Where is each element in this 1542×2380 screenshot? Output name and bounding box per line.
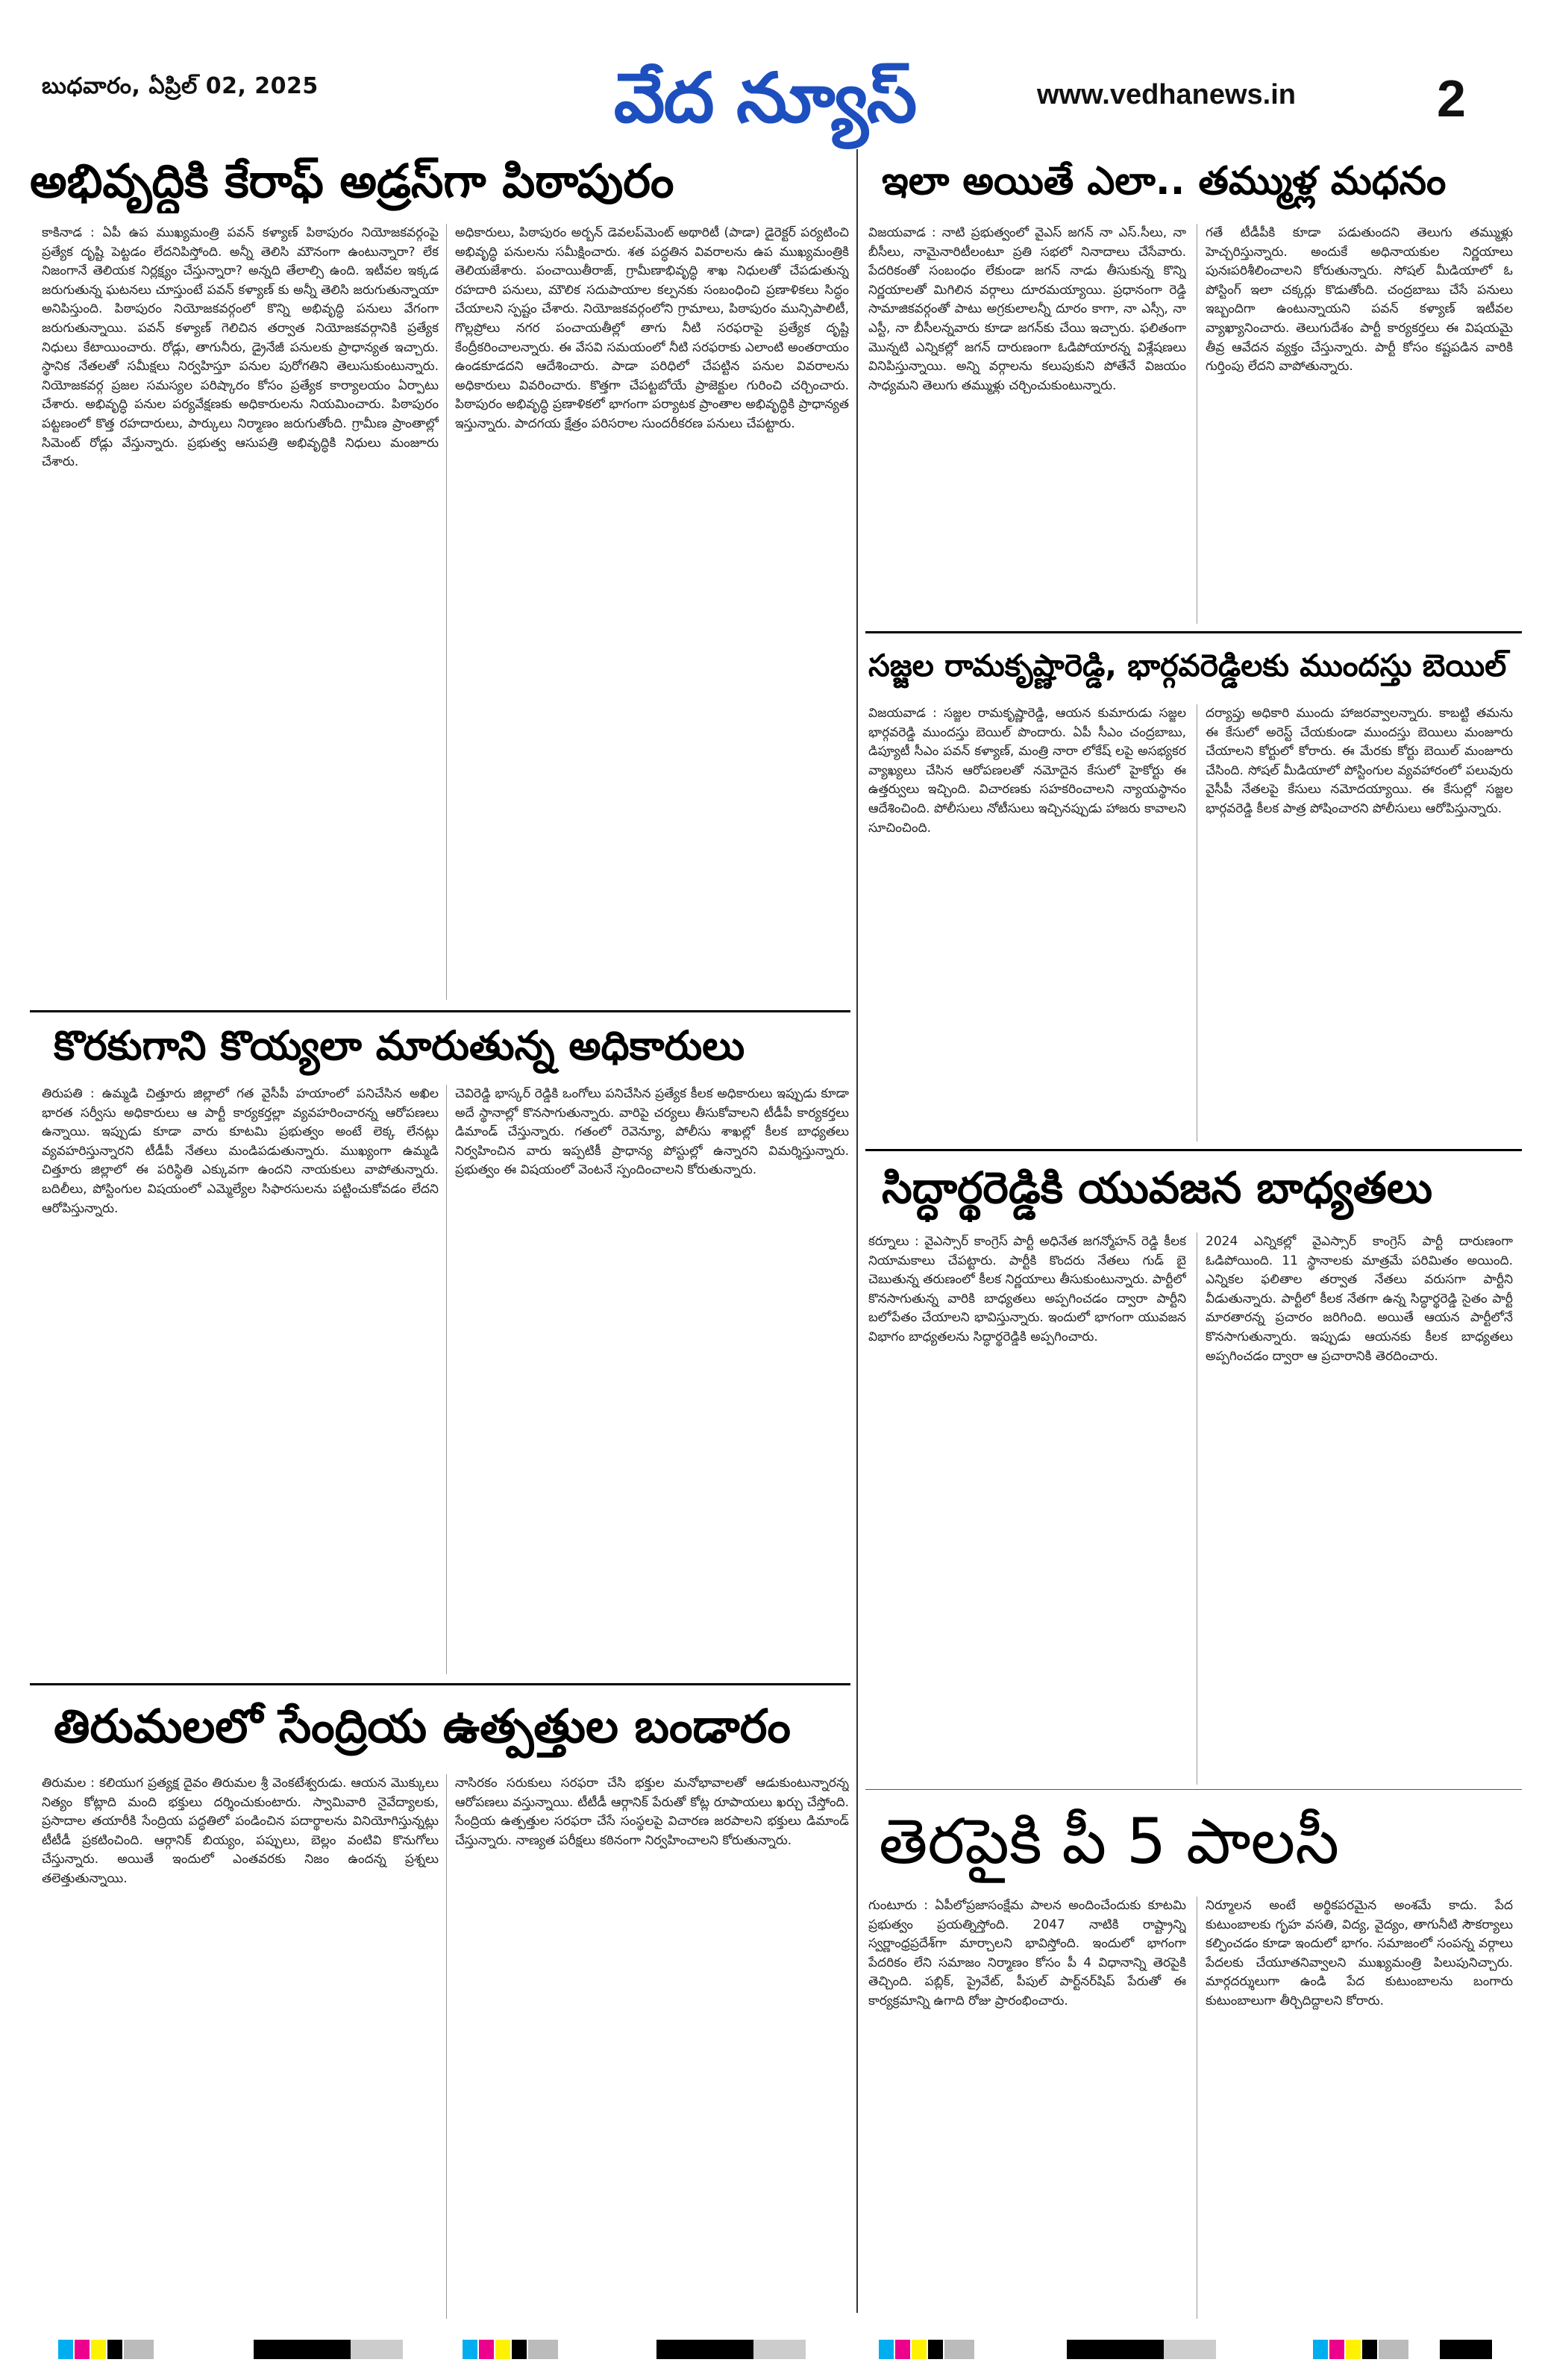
officers-column-divider [446,1085,447,1674]
rule-above-p5 [865,1789,1522,1790]
p5-column-1: గుంటూరు : ఏపీలోప్రజాసంక్షేమ పాలన అందించేందుకు కూటమి ప్రభుత్వం ప్రయత్నిస్తోంది. 2047 నాటికి రాష్ట్రాన్ని స్వర్ణాంధ్రప్రదేశ్‌గా మార్చాలని భావిస్తోంది. ఇందులో భాగంగా పేదరికం లేని సమాజం నిర్మాణం కోసం పీ 4 విధానాన్ని తెరపైకి తెచ్చింది. పబ్లిక్, ప్రైవేట్, పీపుల్ పార్ట్‌నర్‌షిప్ పేరుతో ఈ కార్యక్రమాన్ని ఉగాది రోజు ప్రారంభించారు. [868,1898,1186,2008]
tirumala-column-2: నాసిరకం సరుకులు సరఫరా చేసి భక్తుల మనోభావాలతో ఆడుకుంటున్నారన్న ఆరోపణలు వస్తున్నాయి. టీటీడీ ఆర్గానిక్ పేరుతో కోట్ల రూపాయలు ఖర్చు చేస్తోంది. సేంద్రియ ఉత్పత్తుల సరఫరా చేసే సంస్థలపై విచారణ జరపాలని భక్తులు డిమాండ్ చేస్తున్నారు. నాణ్యత పరీక్షలు కఠినంగా నిర్వహించాలని కోరుతున్నారు. [455,1776,849,1848]
officers-column-2: చెవిరెడ్డి భాస్కర్ రెడ్డికి ఒంగోలు పనిచేసిన ప్రత్యేక కీలక అధికారులు ఇప్పుడు కూడా అదే స్థానాల్లో కొనసాగుతున్నారు. వారిపై చర్యలు తీసుకోవాలని టీడీపీ కార్యకర్తలు డిమాండ్ చేస్తున్నారు. గతంలో రెవెన్యూ, పోలీసు శాఖల్లో కీలక బాధ్యతలు నిర్వహించిన వారు ఇప్పటికీ ప్రాధాన్య పోస్టుల్లో ఉన్నారని విమర్శిస్తున్నారు. ప్రభుత్వం ఈ విషయంలో వెంటనే స్పందించాలని కోరుతున్నారు. [455,1086,849,1178]
tammullu-column-2: గతే టీడీపీకి కూడా పడుతుందని తెలుగు తమ్ముళ్లు హెచ్చరిస్తున్నారు. అందుకే అధినాయకుల నిర్ణయాలు పునఃపరిశీలించాలని కోరుతున్నారు. సోషల్ మీడియాలో ఓ పోస్టింగ్ ఇలా చక్కర్లు కొడుతోంది. చంద్రబాబు చేసే పనులు ఇబ్బందిగా ఉంటున్నాయని పవన్ కళ్యాణ్ ఇటీవల వ్యాఖ్యానించారు. తెలుగుదేశం పార్టీ కార్యకర్తలు ఈ విషయమై తీవ్ర ఆవేదన వ్యక్తం చేస్తున్నారు. పార్టీ కోసం కష్టపడిన వారికి గుర్తింపు లేదని వాపోతున్నారు. [1206,225,1513,375]
headline-tirumala: తిరుమలలో సేంద్రియ ఉత్పత్తుల బండారం [54,1699,791,1753]
masthead-logo [604,57,925,140]
officers-column-1: తిరుపతి : ఉమ్మడి చిత్తూరు జిల్లాలో గత వైసీపీ హయాంలో పనిచేసిన అఖిల భారత సర్వీసు అధికారులు ఆ పార్టీ కార్యకర్తల్లా వ్యవహరించారన్న ఆరోపణలు ఉన్నాయి. ఇప్పుడు కూడా వారు కూటమి ప్రభుత్వం అంటే లెక్క లేనట్లు వ్యవహరిస్తున్నారని టీడీపీ నేతలు మండిపడుతున్నారు. ముఖ్యంగా ఉమ్మడి చిత్తూరు జిల్లాలో ఈ పరిస్థితి ఎక్కువగా ఉందని నాయకులు వాపోతున్నారు. బదిలీలు, పోస్టింగుల విషయంలో ఎమ్మెల్యేల సిఫారసులను పట్టించుకోవడం లేదని ఆరోపిస్తున్నారు. [42,1086,439,1216]
rule-below-pithapuram [30,1010,850,1012]
headline-bail: సజ్జల రామకృష్ణారెడ్డి, భార్గవరెడ్డిలకు ముందస్తు బెయిల్ [868,648,1507,683]
siddharth-column-2: 2024 ఎన్నికల్లో వైఎస్సార్ కాంగ్రెస్ పార్టీ దారుణంగా ఓడిపోయింది. 11 స్థానాలకు మాత్రమే పరిమితం అయింది. ఎన్నికల ఫలితాల తర్వాత నేతలు వరుసగా పార్టీని వీడుతున్నారు. పార్టీలో కీలక నేతగా ఉన్న సిద్ధార్థరెడ్డి సైతం పార్టీ మారతారన్న ప్రచారం జరిగింది. అయితే ఆయన పార్టీలోనే కొనసాగుతున్నారు. ఇప్పుడు ఆయనకు కీలక బాధ్యతలు అప్పగించడం ద్వారా ఆ ప్రచారానికి తెరదించారు. [1206,1234,1513,1364]
tammullu-column-1: విజయవాడ : నాటి ప్రభుత్వంలో వైఎస్ జగన్ నా ఎస్.సీలు, నా బీసీలు, నామైనారిటీలంటూ ప్రతి సభలో నినాదాలు చేసేవారు. పేదరికంతో సంబంధం లేకుండా జగన్ నాడు తీసుకున్న కొన్ని నిర్ణయాలతో మిగిలిన వర్గాలు దూరమయ్యాయి. ప్రధానంగా రెడ్డి సామాజికవర్గంతో పాటు అగ్రకులాలన్నీ దూరం కాగా, నా ఎస్సీ, నా ఎస్టీ, నా బీసీలన్నవారు కూడా జగన్‌కు చేయి ఇచ్చారు. ఫలితంగా మొన్నటి ఎన్నికల్లో జగన్ దారుణంగా ఓడిపోయారన్న విశ్లేషణలు వినిపిస్తున్నాయి. అన్ని వర్గాలను కలుపుకుని పోతేనే విజయం సాధ్యమని తెలుగు తమ్ముళ్లు చర్చించుకుంటున్నారు. [868,225,1186,393]
p5-column-2: నిర్మూలన అంటే అర్థికపరమైన అంశమే కాదు. పేద కుటుంబాలకు గృహ వసతి, విద్య, వైద్యం, తాగునీటి సౌకర్యాలు కల్పించడం కూడా ఇందులో భాగం. సమాజంలో సంపన్న వర్గాలు పేదలకు చేయూతనివ్వాలని ముఖ్యమంత్రి పిలుపునిచ్చారు. మార్గదర్శులుగా ఉండి పేద కుటుంబాలను బంగారు కుటుంబాలుగా తీర్చిదిద్దాలని కోరారు. [1206,1898,1513,2008]
bail-column-2: దర్యాప్తు అధికారి ముందు హాజరవ్వాలన్నారు. కాబట్టి తమను ఈ కేసులో అరెస్ట్ చేయకుండా ముందస్తు బెయిలు మంజూరు చేయాలని కోర్టులో కోరారు. ఈ మేరకు కోర్టు బెయిల్ మంజూరు చేసింది. సోషల్ మీడియాలో పోస్టింగుల వ్యవహారంలో పలువురు వైసీపీ నేతలపై కేసులు నమోదయ్యాయి. ఈ కేసుల్లో సజ్జల భార్గవరెడ్డి కీలక పాత్ర పోషించారని పోలీసులు ఆరోపిస్తున్నారు. [1206,706,1513,816]
headline-officers: కొరకుగాని కొయ్యలా మారుతున్న అధికారులు [54,1022,745,1069]
website-url[interactable]: www.vedhanews.in [1037,79,1297,110]
page-header [0,0,1542,149]
headline-p5: తెరపైకి పీ 5 పాలసీ [879,1805,1340,1878]
siddharth-column-1: కర్నూలు : వైఎస్సార్ కాంగ్రెస్ పార్టీ అధినేత జగన్మోహన్ రెడ్డి కీలక నియామకాలు చేపట్టారు. పార్టీకి కొందరు నేతలు గుడ్ బై చెబుతున్న తరుణంలో కీలక నిర్ణయాలు తీసుకుంటున్నారు. పార్టీలో కొనసాగుతున్న వారికి బాధ్యతలు అప్పగించడం ద్వారా పార్టీని బలోపేతం చేయాలని భావిస్తున్నారు. ఇందులో భాగంగా యువజన విభాగం బాధ్యతలను సిద్ధార్థరెడ్డికి అప్పగించారు. [868,1234,1186,1344]
pithapuram-column-2: అధికారులు, పిఠాపురం అర్బన్ డెవలప్‌మెంట్ అథారిటీ (పాడా) డైరెక్టర్ పర్యటించి అభివృద్ధి పనులను సమీక్షించారు. శత పద్ధతిన వివరాలను ఉప ముఖ్యమంత్రికి తెలియజేశారు. పంచాయితీరాజ్, గ్రామీణాభివృద్ధి శాఖ నిధులతో చేపడుతున్న రహదారి పనులు, మౌలిక సదుపాయాల కల్పనకు సంబంధించి ప్రణాళికలు సిద్ధం చేయాలని స్పష్టం చేశారు. నియోజకవర్గంలోని గ్రామాలు, పిఠాపురం మున్సిపాలిటీ, గొల్లప్రోలు నగర పంచాయతీల్లో తాగు నీటి సరఫరాపై ప్రత్యేక దృష్టి కేంద్రీకరించాలన్నారు. ఈ వేసవి సమయంలో నీటి సరఫరాకు ఎలాంటి అంతరాయం ఉండకూడదని ఆదేశించారు. పాడా పరిధిలో చేపట్టిన పనుల వివరాలను అధికారులు వివరించారు. కొత్తగా చేపట్టబోయే ప్రాజెక్టుల గురించి చర్చించారు. పిఠాపురం అభివృద్ధి ప్రణాళికలో భాగంగా పర్యాటక ప్రాంతాల అభివృద్ధికి ప్రాధాన్యత ఇస్తున్నారు. పాదగయ క్షేత్రం పరిసరాల సుందరీకరణ పనులు చేపట్టారు. [455,225,849,431]
center-column-divider [856,149,858,2313]
rule-below-officers [30,1683,850,1685]
headline-tammullu: ఇలా అయితే ఎలా.. తమ్ముళ్ల మధనం [882,159,1447,204]
tirumala-column-1: తిరుమల : కలియుగ ప్రత్యక్ష దైవం తిరుమల శ్రీ వెంకటేశ్వరుడు. ఆయన మొక్కులు నిత్యం కోట్లాది మంది భక్తులు దర్శించుకుంటారు. స్వామివారి నైవేద్యాలకు, ప్రసాదాల తయారీకి సేంద్రియ పద్ధతిలో పండించిన పదార్థాలను వినియోగిస్తున్నట్లు టీటీడీ ప్రకటించింది. ఆర్గానిక్ బియ్యం, పప్పులు, బెల్లం వంటివి కొనుగోలు చేస్తున్నారు. అయితే ఇందులో ఎంతవరకు నిజం ఉందన్న ప్రశ్నలు తలెత్తుతున్నాయి. [42,1776,439,1886]
rule-below-tammullu [865,631,1522,633]
print-registration-marks [0,2334,1542,2364]
headline-siddharth: సిద్ధార్థరెడ్డికి యువజన బాధ్యతలు [882,1162,1433,1213]
tirumala-column-divider [446,1774,447,2319]
issue-date: బుధవారం, ఏప్రిల్ 02, 2025 [42,73,319,99]
pithapuram-column-divider [446,224,447,1000]
headline-pithapuram: అభివృద్ధికి కేరాఫ్ అడ్రస్‌గా పిఠాపురం [30,154,674,208]
masthead-title: వేద న్యూస్ [613,58,916,138]
pithapuram-column-1: కాకినాడ : ఏపీ ఉప ముఖ్యమంత్రి పవన్ కళ్యాణ్ పిఠాపురం నియోజకవర్గంపై ప్రత్యేక దృష్టి పెట్టడం లేదనిపిస్తోంది. అన్నీ తెలిసి మౌనంగా ఉంటున్నారా? లేక నిజంగానే తెలియక నిర్లక్ష్యం చేస్తున్నారా? అన్నది తేలాల్సి ఉంది. ఇటీవల ఇక్కడ జరుగుతున్న ఘటనలు చూస్తుంటే పవన్ కళ్యాణ్ కు అన్నీ తెలిసి జరుగుతున్నాయా అనిపిస్తుంది. పిఠాపురం నియోజకవర్గంలో కొన్ని అభివృద్ధి పనులు వేగంగా జరుగుతున్నాయి. పవన్ కళ్యాణ్ గెలిచిన తర్వాత నియోజకవర్గానికి ప్రత్యేక నిధులు కేటాయించారు. రోడ్లు, తాగునీరు, డ్రైనేజీ పనులకు ప్రాధాన్యత ఇచ్చారు. స్థానిక నేతలతో సమీక్షలు నిర్వహిస్తూ పనుల పురోగతిని తెలుసుకుంటున్నారు. నియోజకవర్గ ప్రజల సమస్యల పరిష్కారం కోసం ప్రత్యేక కార్యాలయం ఏర్పాటు చేశారు. అభివృద్ధి పనుల పర్యవేక్షణకు అధికారులను నియమించారు. పిఠాపురం పట్టణంలో కొత్త రహదారులు, పార్కులు నిర్మాణం జరుగుతోంది. గ్రామీణ ప్రాంతాల్లో సిమెంట్ రోడ్లు వేస్తున్నారు. ప్రభుత్వ ఆసుపత్రి అభివృద్ధికి నిధులు మంజూరు చేశారు. [42,225,439,470]
page-number: 2 [1437,69,1466,128]
rule-below-bail [865,1149,1522,1151]
bail-column-1: విజయవాడ : సజ్జల రామకృష్ణారెడ్డి, ఆయన కుమారుడు సజ్జల భార్గవరెడ్డి ముందస్తు బెయిల్ పొందారు. ఏపీ సీఎం చంద్రబాబు, డిప్యూటీ సీఎం పవన్ కళ్యాణ్, మంత్రి నారా లోకేష్ లపై అసభ్యకర వ్యాఖ్యలు చేసిన ఆరోపణలతో నమోదైన కేసులో హైకోర్టు ఈ ఉత్తర్వులు ఇచ్చింది. విచారణకు సహకరించాలని న్యాయస్థానం ఆదేశించింది. పోలీసులు నోటీసులు ఇచ్చినప్పుడు హాజరు కావాలని సూచించింది. [868,706,1186,836]
